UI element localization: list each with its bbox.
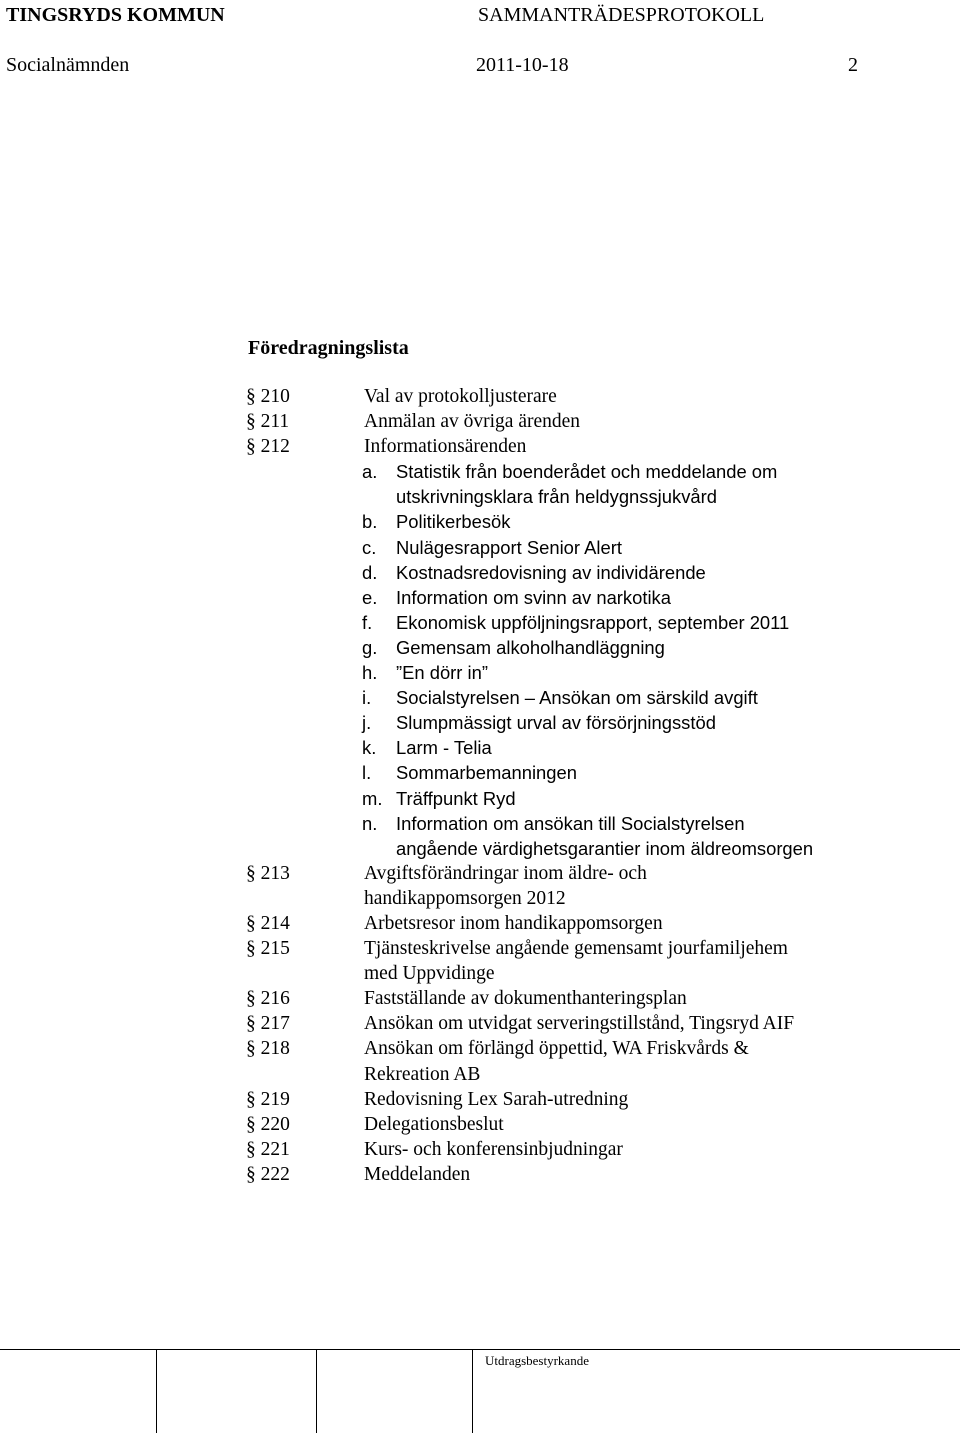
sub-item-letter: g. [362,636,378,658]
agenda-sub-item [246,660,946,685]
agenda-sub-item [246,535,946,560]
agenda-item-text: Redovisning Lex Sarah-utredning [364,1088,629,1110]
sub-item-text: Larm - Telia [396,737,492,759]
sub-item-letter: j. [362,712,372,734]
sub-item-text: Ekonomisk uppföljningsrapport, september 2011 [396,611,790,633]
section-number: § 214 [246,912,290,934]
agenda-item-text: Tjänsteskrivelse angående gemensamt jourfamiljehem [364,938,788,960]
agenda-item-text: Fastställande av dokumenthanteringsplan [364,988,687,1010]
footer-divider [0,1349,960,1350]
signature-box-divider [156,1350,157,1433]
sub-item-letter: b. [362,511,378,533]
agenda-item [246,1162,946,1187]
sub-item-letter: l. [362,762,372,784]
agenda-item [246,861,946,886]
sub-item-text: Politikerbesök [396,511,511,533]
agenda-item-text: Ansökan om utvidgat serveringstillstånd, Tingsryd AIF [364,1013,795,1035]
agenda-item-text: Delegationsbeslut [364,1113,504,1135]
sub-item-letter: i. [362,687,372,709]
agenda-item-text: Anmälan av övriga ärenden [364,411,581,433]
sub-item-text: Gemensam alkoholhandläggning [396,636,665,658]
agenda-item-text: Val av protokolljusterare [364,386,557,407]
sub-item-text: Socialstyrelsen – Ansökan om särskild avgift [396,687,758,709]
section-number: § 212 [246,436,290,458]
agenda-item-continuation: med Uppvidinge [364,963,495,985]
sub-item-letter: e. [362,586,378,608]
sub-item-letter: n. [362,812,378,834]
committee-name: Socialnämnden [6,54,130,76]
meeting-date: 2011-10-18 [476,54,569,76]
section-number: § 219 [246,1088,290,1110]
agenda-sub-item [246,735,946,760]
agenda-sub-item [246,811,946,836]
section-number: § 216 [246,988,290,1010]
agenda-item-text: Arbetsresor inom handikappomsorgen [364,912,663,934]
signature-box-divider [316,1350,317,1433]
section-number: § 217 [246,1013,290,1035]
sub-item-text: Information om ansökan till Socialstyrelsen [396,812,745,834]
sub-item-text: Slumpmässigt urval av försörjningsstöd [396,712,716,734]
agenda-item [246,409,946,434]
agenda-sub-item [246,685,946,710]
sub-item-letter: a. [362,461,378,483]
sub-item-letter: d. [362,561,378,583]
sub-item-letter: k. [362,737,377,759]
agenda-item-text: Ansökan om förlängd öppettid, WA Friskvårds & [364,1038,749,1060]
agenda-item-continuation: Rekreation AB [364,1063,481,1085]
organization-name: TINGSRYDS KOMMUN [6,4,225,26]
signature-box-divider [472,1350,473,1433]
sub-item-letter: c. [362,536,377,558]
agenda-item [246,384,946,409]
sub-item-text: Träffpunkt Ryd [396,787,516,809]
agenda-sub-item [246,760,946,785]
section-number: § 213 [246,862,290,884]
agenda-item-text: Kurs- och konferensinbjudningar [364,1138,623,1160]
agenda-item [246,1087,946,1112]
agenda-item-text: Meddelanden [364,1163,471,1185]
section-number: § 211 [246,411,290,433]
section-number: § 215 [246,938,290,960]
agenda-item-text: Avgiftsförändringar inom äldre- och [364,862,647,884]
section-number: § 221 [246,1138,290,1160]
agenda-item [246,1112,946,1137]
agenda-item [246,936,946,961]
agenda-sub-item [246,509,946,534]
document-type: SAMMANTRÄDESPROTOKOLL [478,4,765,26]
page-number: 2 [848,54,858,76]
agenda-title: Föredragningslista [248,337,409,359]
agenda-item [246,1036,946,1061]
agenda-item [246,911,946,936]
agenda-sub-item [246,610,946,635]
sub-item-text: Sommarbemanningen [396,762,577,784]
agenda-sub-item [246,585,946,610]
agenda-sub-item [246,560,946,585]
section-number: § 220 [246,1113,290,1135]
sub-item-text: ”En dörr in” [396,662,488,684]
agenda-sub-item [246,710,946,735]
agenda-sub-item-continuation: utskrivningsklara från heldygnssjukvård [396,486,717,508]
agenda-sub-item [246,459,946,484]
sub-item-letter: h. [362,662,378,684]
agenda-item [246,1011,946,1036]
sub-item-text: Nulägesrapport Senior Alert [396,536,622,558]
agenda-item [246,434,946,459]
agenda-item-text: Informationsärenden [364,436,527,458]
agenda-item [246,986,946,1011]
sub-item-letter: f. [362,611,373,633]
sub-item-text: Kostnadsredovisning av individärende [396,561,706,583]
agenda-item [246,1137,946,1162]
section-number: § 222 [246,1163,290,1185]
agenda-item-continuation: handikappomsorgen 2012 [364,887,566,909]
certification-label: Utdragsbestyrkande [485,1353,589,1368]
section-number: § 218 [246,1038,290,1060]
agenda-list [246,384,946,1187]
sub-item-letter: m. [362,787,383,809]
agenda-sub-item-continuation: angående värdighetsgarantier inom äldreomsorgen [396,837,814,859]
section-number: § 210 [246,386,290,407]
agenda-sub-item [246,635,946,660]
sub-item-text: Statistik från boenderådet och meddelande om [396,461,778,483]
agenda-sub-item [246,786,946,811]
sub-item-text: Information om svinn av narkotika [396,586,671,608]
